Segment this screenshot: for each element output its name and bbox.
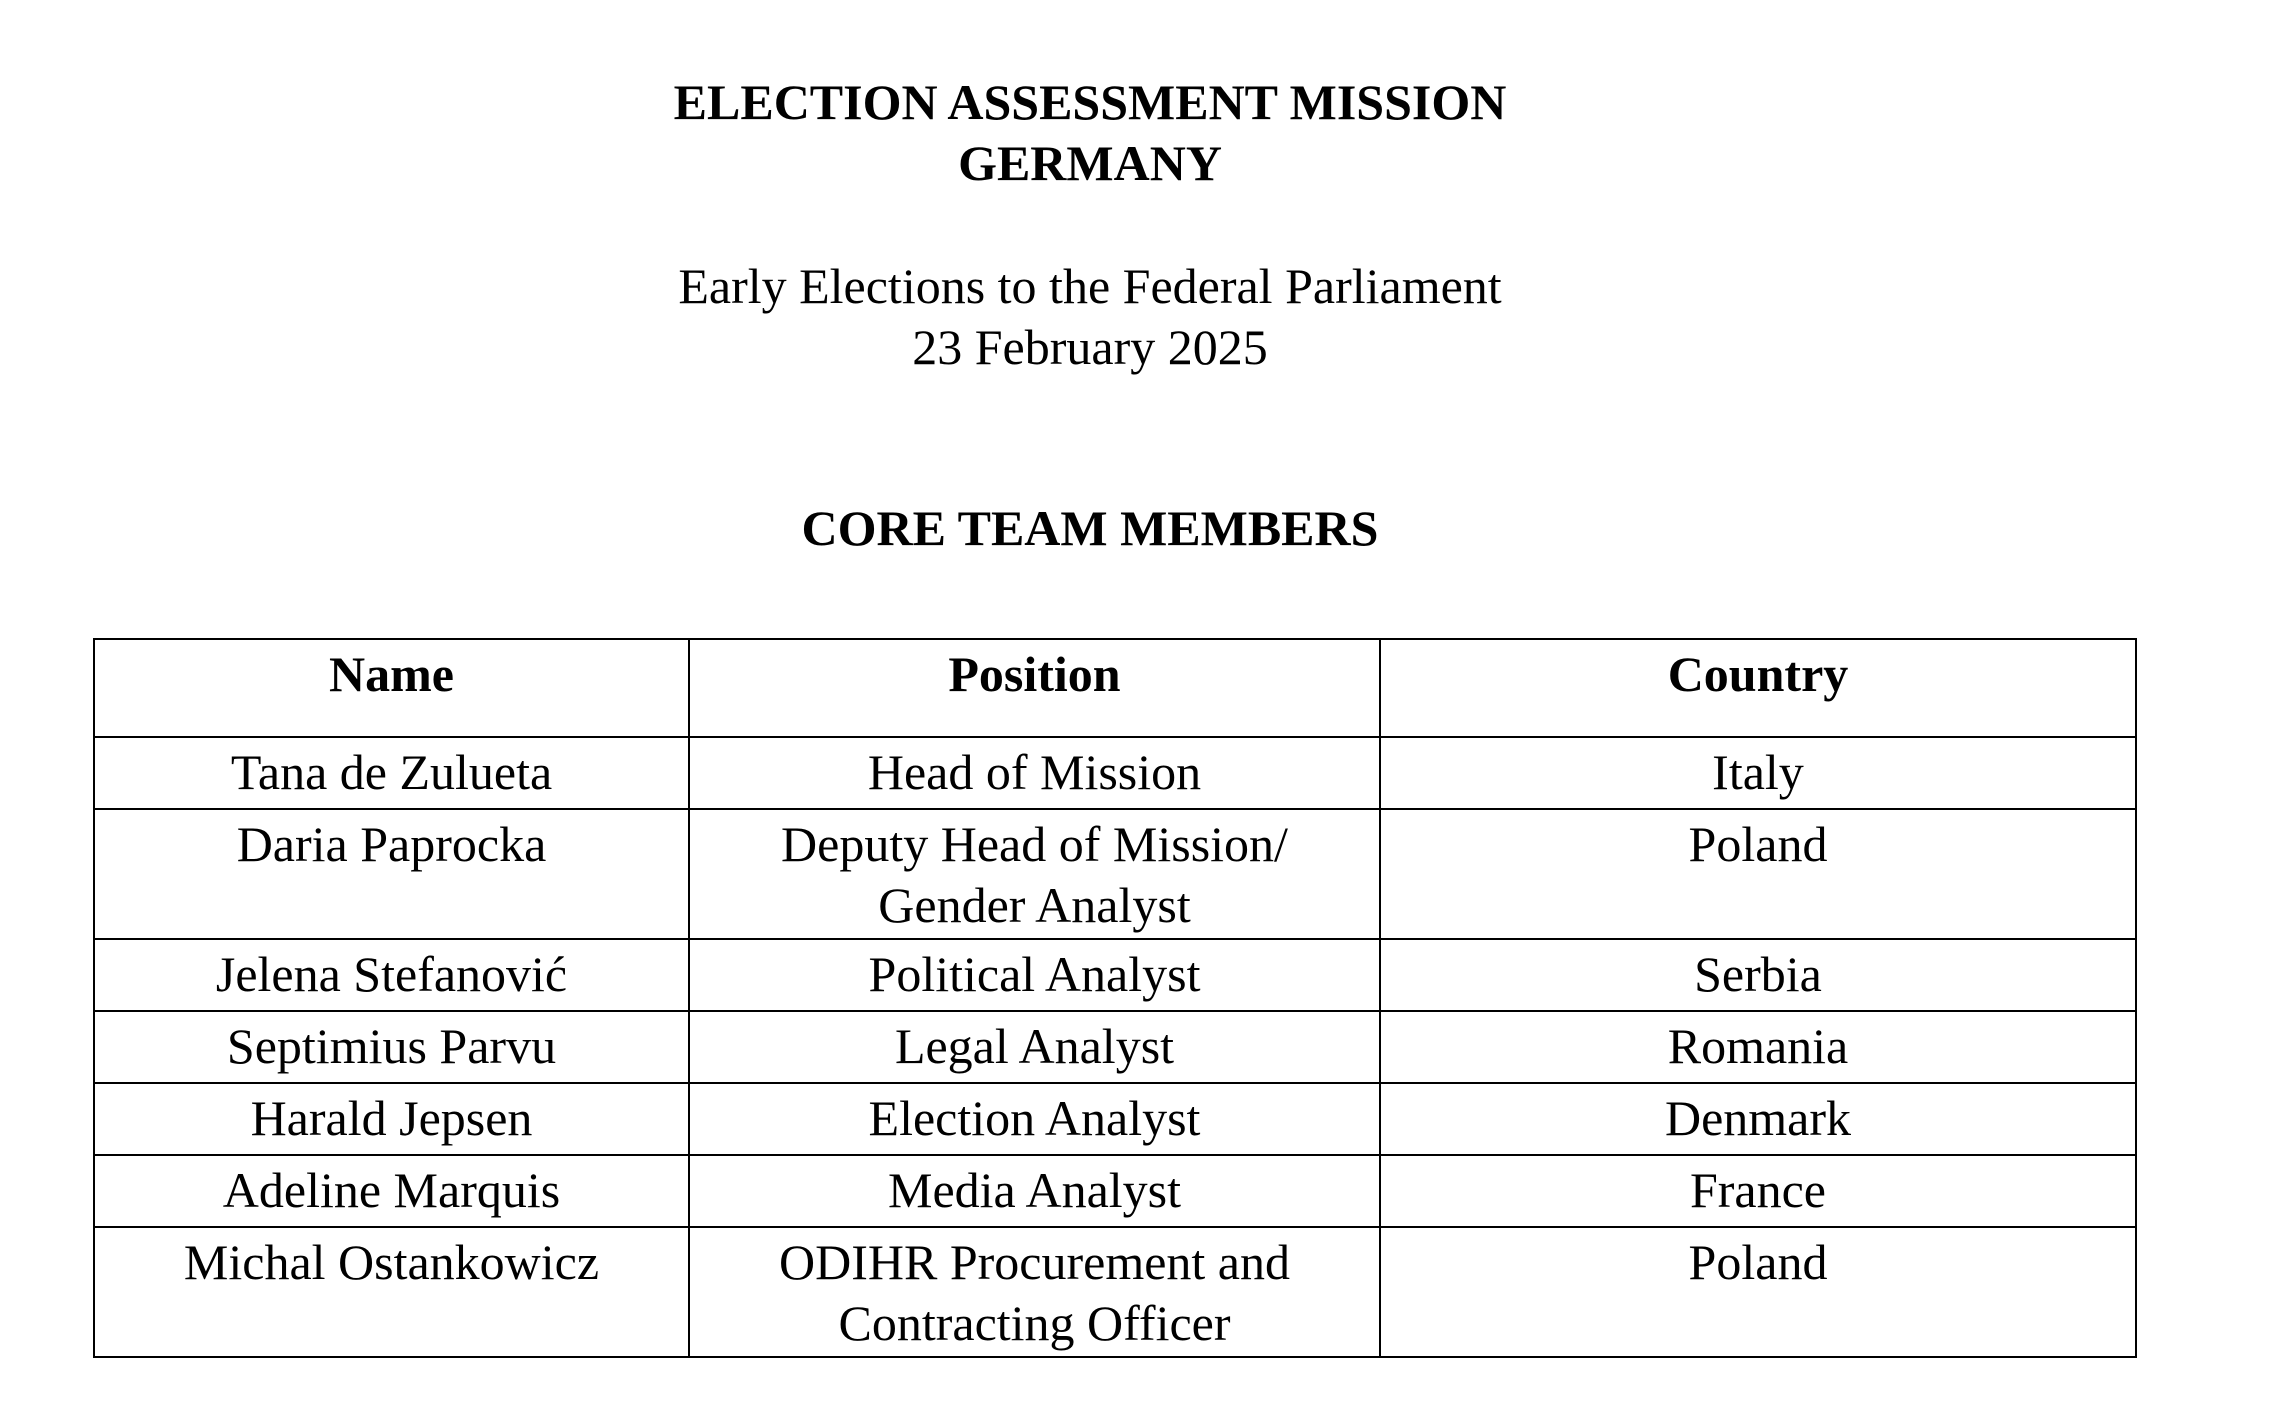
member-country: France [1380,1155,2136,1227]
core-team-table [93,638,2137,1358]
table-row [94,1011,2136,1083]
column-header-position: Position [689,639,1380,737]
position-line: Election Analyst [868,1090,1201,1146]
member-position [689,809,1380,939]
document-title-block [645,72,1535,194]
member-country: Italy [1380,737,2136,809]
member-name: Tana de Zulueta [94,737,689,809]
member-name: Harald Jepsen [94,1083,689,1155]
column-header-country: Country [1380,639,2136,737]
member-position [689,1155,1380,1227]
table-row [94,737,2136,809]
table-row [94,1083,2136,1155]
position-line: Media Analyst [887,1162,1182,1218]
member-country: Denmark [1380,1083,2136,1155]
position-line: Legal Analyst [894,1018,1175,1074]
table-row [94,1155,2136,1227]
mission-title: ELECTION ASSESSMENT MISSION [673,74,1507,130]
table-row [94,809,2136,939]
member-name: Jelena Stefanović [94,939,689,1011]
table-row [94,1227,2136,1357]
member-name: Adeline Marquis [94,1155,689,1227]
position-line: Gender Analyst [878,877,1191,933]
column-header-name: Name [94,639,689,737]
table-header-row [94,639,2136,737]
member-country: Romania [1380,1011,2136,1083]
member-position [689,1083,1380,1155]
member-country: Poland [1380,809,2136,939]
position-line: Contracting Officer [838,1295,1231,1351]
member-position [689,1011,1380,1083]
member-position [689,737,1380,809]
position-line: Deputy Head of Mission/ [781,816,1288,872]
member-name: Daria Paprocka [94,809,689,939]
election-date: 23 February 2025 [912,319,1268,375]
member-position [689,939,1380,1011]
election-name: Early Elections to the Federal Parliament [678,258,1502,314]
member-name: Michal Ostankowicz [94,1227,689,1357]
member-country: Poland [1380,1227,2136,1357]
election-info-block [645,256,1535,378]
table-row [94,939,2136,1011]
member-country: Serbia [1380,939,2136,1011]
member-name: Septimius Parvu [94,1011,689,1083]
member-position [689,1227,1380,1357]
country-title: GERMANY [958,135,1222,191]
position-line: Head of Mission [867,744,1202,800]
position-line: Political Analyst [868,946,1201,1002]
position-line: ODIHR Procurement and [779,1234,1290,1290]
section-heading: CORE TEAM MEMBERS [801,500,1379,556]
